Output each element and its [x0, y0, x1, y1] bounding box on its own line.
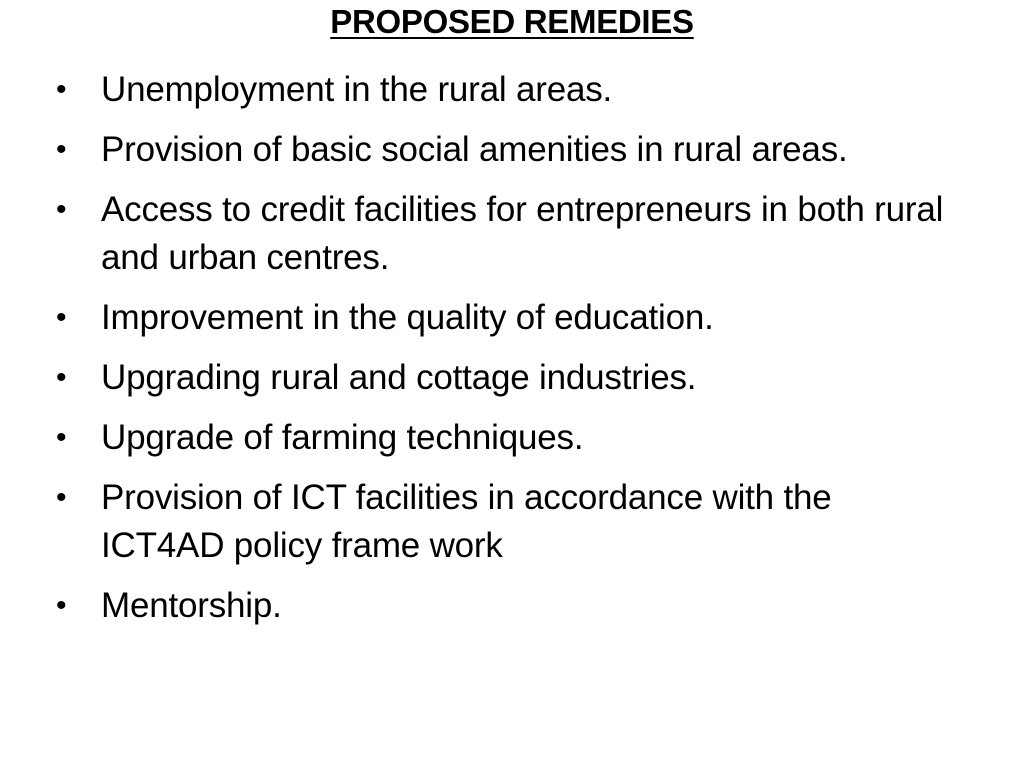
list-item	[56, 294, 956, 342]
bullet-icon: •	[56, 73, 67, 106]
list-item-text: Provision of basic social amenities in rural areas.	[101, 130, 848, 169]
bullet-icon: •	[56, 301, 67, 334]
list-item	[56, 582, 956, 630]
bullet-icon: •	[56, 193, 67, 226]
list-item-text: Access to credit facilities for entrepreneurs in both rural and urban centres.	[101, 190, 944, 277]
list-item-text: Provision of ICT facilities in accordance with the ICT4AD policy frame work	[101, 478, 832, 565]
list-item	[56, 126, 956, 174]
list-item-text: Upgrading rural and cottage industries.	[101, 358, 697, 397]
list-item-text: Mentorship.	[101, 586, 282, 625]
list-item-text: Improvement in the quality of education.	[101, 298, 714, 337]
bullet-icon: •	[56, 421, 67, 454]
list-item	[56, 186, 956, 282]
bullet-icon: •	[56, 589, 67, 622]
list-item	[56, 474, 956, 570]
bullet-list	[56, 66, 956, 642]
bullet-icon: •	[56, 133, 67, 166]
list-item	[56, 66, 956, 114]
list-item	[56, 354, 956, 402]
slide-title: PROPOSED REMEDIES	[330, 3, 694, 40]
bullet-icon: •	[56, 481, 67, 514]
bullet-icon: •	[56, 361, 67, 394]
list-item-text: Unemployment in the rural areas.	[101, 70, 613, 109]
list-item	[56, 414, 956, 462]
list-item-text: Upgrade of farming techniques.	[101, 418, 584, 457]
